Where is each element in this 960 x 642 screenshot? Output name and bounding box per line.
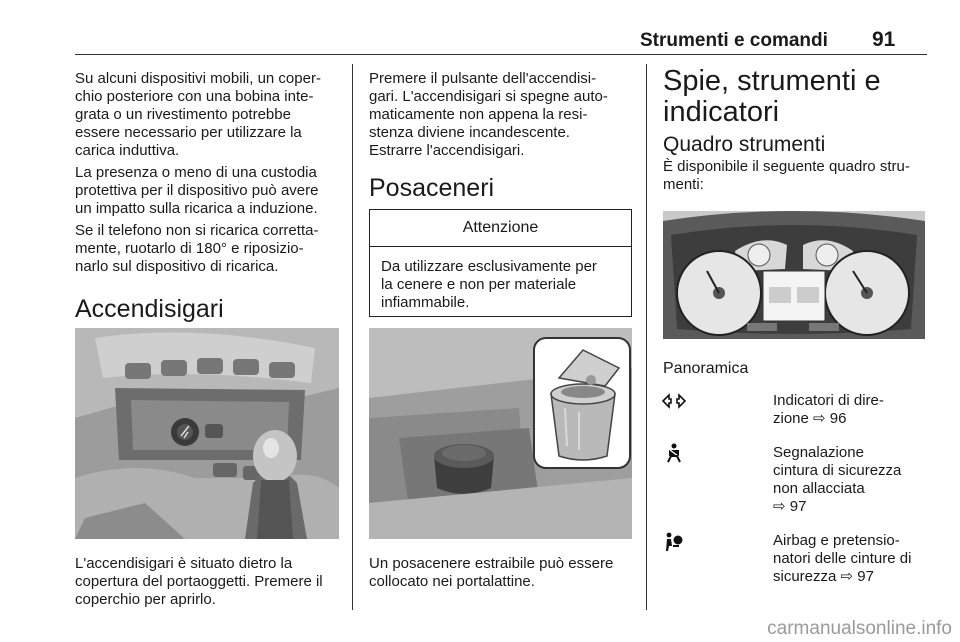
heading-ashtrays: Posaceneri (369, 174, 495, 202)
turn-signal-icon (662, 391, 686, 411)
warning-title: Attenzione (370, 210, 631, 247)
paragraph-protective-case: La presenza o meno di una custodia protettiva per il dispositivo può avere un impatto sulla ricarica a induzione. (75, 164, 319, 217)
ashtray-illustration (369, 328, 632, 539)
seatbelt-icon (664, 443, 688, 463)
heading-warning-lights-gauges: Spie, strumenti e indicatori (663, 65, 881, 128)
indicator-airbag-text: Airbag e pretensio- natori delle cinture di sicurezza ⇨ 97 (773, 532, 912, 585)
cigarette-lighter-illustration (75, 328, 339, 539)
column-divider-1 (352, 64, 353, 610)
warning-body: Da utilizzare esclusivamente per la cenere e non per materiale infiammabile. (381, 258, 597, 311)
airbag-icon (664, 532, 688, 552)
indicator-seatbelt-text: Segnalazione cintura di sicurezza non allacciata ⇨ 97 (773, 444, 902, 515)
page-number: 91 (872, 28, 896, 51)
paragraph-mobile-devices: Su alcuni dispositivi mobili, un coper- chio posteriore con una bobina inte- grata o un rivestimento potrebbe essere necessario per utilizzare la carica induttiva. (75, 70, 321, 159)
watermark: carmanualsonline.info (767, 618, 952, 639)
column-divider-2 (646, 64, 647, 610)
indicator-turn-signal-text: Indicatori di dire- zione ⇨ 96 (773, 392, 884, 427)
paragraph-cluster-intro: È disponibile il seguente quadro stru- menti: (663, 158, 910, 193)
heading-overview: Panoramica (663, 360, 749, 377)
paragraph-rotate-phone: Se il telefono non si ricarica corretta- mente, ruotarlo di 180° e riposizio- narlo sul dispositivo di ricarica. (75, 222, 319, 275)
heading-cigarette-lighter: Accendisigari (75, 295, 224, 323)
running-header: Strumenti e comandi (640, 30, 828, 51)
warning-box (369, 209, 632, 317)
caption-cigarette-lighter: L'accendisigari è situato dietro la copertura del portaoggetti. Premere il coperchio per aprirlo. (75, 555, 323, 608)
paragraph-press-lighter: Premere il pulsante dell'accendisi- gari. L'accendisigari si spegne auto- maticamente non appena la resi- stenza diviene incandescente. Estrarre l'accendisigari. (369, 70, 608, 159)
caption-ashtray: Un posacenere estraibile può essere collocato nei portalattine. (369, 555, 614, 590)
heading-instrument-cluster: Quadro strumenti (663, 133, 826, 156)
header-rule (75, 54, 927, 55)
instrument-cluster-illustration (663, 211, 925, 339)
